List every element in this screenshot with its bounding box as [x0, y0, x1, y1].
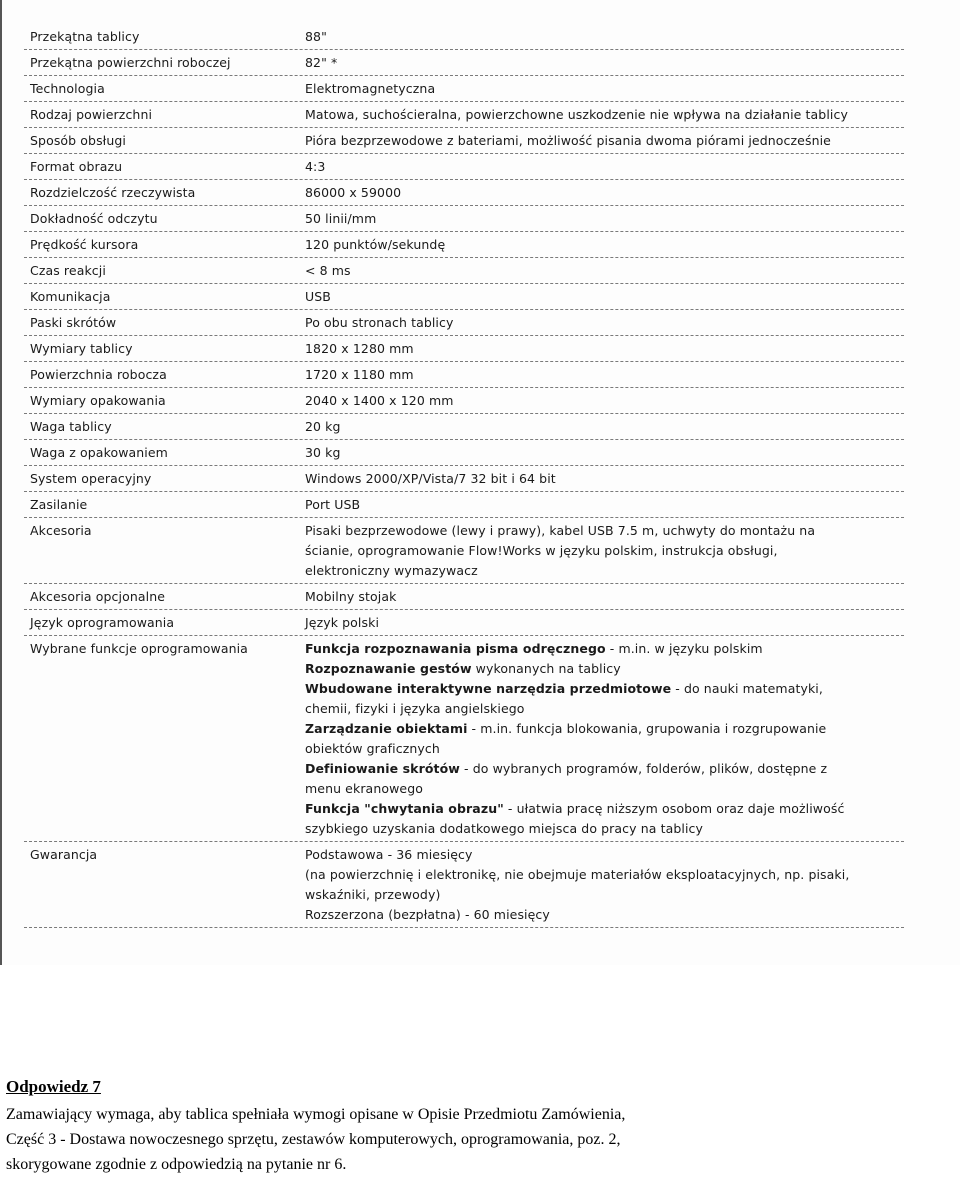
spec-row	[24, 310, 904, 336]
spec-label: Paski skrótów	[30, 315, 117, 330]
spec-label: Akcesoria opcjonalne	[30, 589, 166, 604]
spec-value	[305, 131, 904, 151]
answer-text-line-3: skorygowane zgodnie z odpowiedzią na pytanie nr 6.	[6, 1156, 347, 1173]
spec-value-line: obiektów graficznych	[305, 741, 440, 756]
spec-value-line: Elektromagnetyczna	[305, 81, 436, 96]
spec-value	[305, 587, 904, 607]
answer-section	[6, 1074, 954, 1177]
spec-label: Format obrazu	[30, 159, 123, 174]
spec-value-line: Funkcja rozpoznawania pisma odręcznego - m.in. w języku polskim	[305, 641, 763, 656]
spec-value-line: ścianie, oprogramowanie Flow!Works w języku polskim, instrukcja obsługi,	[305, 543, 778, 558]
spec-row	[24, 128, 904, 154]
spec-row	[24, 206, 904, 232]
spec-label: Technologia	[30, 81, 105, 96]
spec-label: Przekątna tablicy	[30, 29, 140, 44]
spec-value-line: 30 kg	[305, 445, 341, 460]
spec-value-line: Pisaki bezprzewodowe (lewy i prawy), kabel USB 7.5 m, uchwyty do montażu na	[305, 523, 816, 538]
spec-value	[305, 313, 904, 333]
spec-value	[305, 105, 904, 125]
spec-row	[24, 440, 904, 466]
spec-value-line: Rozpoznawanie gestów wykonanych na tablicy	[305, 661, 621, 676]
spec-value	[305, 235, 904, 255]
spec-label: Prędkość kursora	[30, 237, 139, 252]
spec-label: Powierzchnia robocza	[30, 367, 167, 382]
spec-row	[24, 492, 904, 518]
specification-table	[24, 24, 904, 928]
spec-value-line: chemii, fizyki i języka angielskiego	[305, 701, 525, 716]
spec-label: Rodzaj powierzchni	[30, 107, 153, 122]
spec-value	[305, 443, 904, 463]
spec-label: Akcesoria	[30, 523, 92, 538]
spec-value-line: Rozszerzona (bezpłatna) - 60 miesięcy	[305, 907, 550, 922]
spec-value	[305, 613, 904, 633]
spec-row	[24, 584, 904, 610]
spec-label: Wybrane funkcje oprogramowania	[30, 641, 248, 656]
spec-value-line: Matowa, suchościeralna, powierzchowne uszkodzenie nie wpływa na działanie tablicy	[305, 107, 848, 122]
spec-row	[24, 842, 904, 928]
spec-value	[305, 391, 904, 411]
spec-value-line: Definiowanie skrótów - do wybranych programów, folderów, plików, dostępne z	[305, 761, 828, 776]
spec-value-line: Zarządzanie obiektami - m.in. funkcja blokowania, grupowania i rozgrupowanie	[305, 721, 827, 736]
spec-row	[24, 610, 904, 636]
spec-value-line: USB	[305, 289, 331, 304]
spec-value	[305, 845, 904, 925]
spec-label: Wymiary opakowania	[30, 393, 166, 408]
spec-value-line: 2040 x 1400 x 120 mm	[305, 393, 454, 408]
spec-row	[24, 232, 904, 258]
spec-value-line: elektroniczny wymazywacz	[305, 563, 478, 578]
spec-value-line: Windows 2000/XP/Vista/7 32 bit i 64 bit	[305, 471, 556, 486]
spec-label: Komunikacja	[30, 289, 111, 304]
spec-value	[305, 365, 904, 385]
spec-label: System operacyjny	[30, 471, 152, 486]
spec-label: Czas reakcji	[30, 263, 106, 278]
spec-row	[24, 414, 904, 440]
spec-value-line: < 8 ms	[305, 263, 351, 278]
spec-row	[24, 180, 904, 206]
spec-value-line: szybkiego uzyskania dodatkowego miejsca do pracy na tablicy	[305, 821, 703, 836]
spec-value-line: menu ekranowego	[305, 781, 423, 796]
spec-label: Zasilanie	[30, 497, 88, 512]
spec-value-line: wskaźniki, przewody)	[305, 887, 441, 902]
spec-label: Rozdzielczość rzeczywista	[30, 185, 196, 200]
spec-value-line: Pióra bezprzewodowe z bateriami, możliwość pisania dwoma piórami jednocześnie	[305, 133, 831, 148]
spec-label: Sposób obsługi	[30, 133, 126, 148]
spec-label: Dokładność odczytu	[30, 211, 158, 226]
spec-value	[305, 183, 904, 203]
spec-value-line: Po obu stronach tablicy	[305, 315, 454, 330]
spec-label: Gwarancja	[30, 847, 98, 862]
spec-row	[24, 24, 904, 50]
spec-value	[305, 261, 904, 281]
spec-row	[24, 518, 904, 584]
spec-label: Wymiary tablicy	[30, 341, 133, 356]
spec-label: Waga z opakowaniem	[30, 445, 168, 460]
spec-label: Waga tablicy	[30, 419, 112, 434]
answer-text-line-2: Część 3 - Dostawa nowoczesnego sprzętu, zestawów komputerowych, oprogramowania, poz. 2,	[6, 1131, 621, 1148]
spec-row	[24, 50, 904, 76]
spec-value-line: 88"	[305, 29, 327, 44]
spec-row	[24, 258, 904, 284]
spec-value-line: 86000 x 59000	[305, 185, 402, 200]
spec-value-line: 82" *	[305, 55, 338, 70]
spec-value-line: Mobilny stojak	[305, 589, 397, 604]
spec-row	[24, 636, 904, 842]
spec-value	[305, 53, 904, 73]
spec-value	[305, 495, 904, 515]
spec-value	[305, 209, 904, 229]
spec-value-line: 20 kg	[305, 419, 341, 434]
spec-value-line: Wbudowane interaktywne narzędzia przedmiotowe - do nauki matematyki,	[305, 681, 823, 696]
spec-value-line: 50 linii/mm	[305, 211, 377, 226]
spec-value-line: Język polski	[305, 615, 380, 630]
spec-row	[24, 466, 904, 492]
spec-value-line: 1820 x 1280 mm	[305, 341, 414, 356]
spec-row	[24, 388, 904, 414]
spec-value-line: 120 punktów/sekundę	[305, 237, 446, 252]
spec-value	[305, 157, 904, 177]
spec-value	[305, 339, 904, 359]
spec-label: Język oprogramowania	[30, 615, 175, 630]
spec-value	[305, 287, 904, 307]
answer-text-line-1: Zamawiający wymaga, aby tablica spełniała wymogi opisane w Opisie Przedmiotu Zamówienia,	[6, 1106, 626, 1123]
spec-value-line: Port USB	[305, 497, 361, 512]
spec-value-line: Podstawowa - 36 miesięcy	[305, 847, 473, 862]
spec-row	[24, 284, 904, 310]
spec-value	[305, 27, 904, 47]
spec-value	[305, 79, 904, 99]
spec-row	[24, 154, 904, 180]
spec-value-line: (na powierzchnię i elektronikę, nie obejmuje materiałów eksploatacyjnych, np. pisaki,	[305, 867, 850, 882]
spec-row	[24, 336, 904, 362]
spec-value	[305, 469, 904, 489]
spec-value	[305, 521, 904, 581]
spec-value-line: 4:3	[305, 159, 326, 174]
answer-title: Odpowiedz 7	[6, 1077, 101, 1096]
spec-value	[305, 417, 904, 437]
spec-value	[305, 639, 904, 839]
spec-label: Przekątna powierzchni roboczej	[30, 55, 231, 70]
spec-row	[24, 76, 904, 102]
spec-value-line: Funkcja "chwytania obrazu" - ułatwia pracę niższym osobom oraz daje możliwość	[305, 801, 845, 816]
spec-row	[24, 102, 904, 128]
spec-row	[24, 362, 904, 388]
spec-value-line: 1720 x 1180 mm	[305, 367, 414, 382]
